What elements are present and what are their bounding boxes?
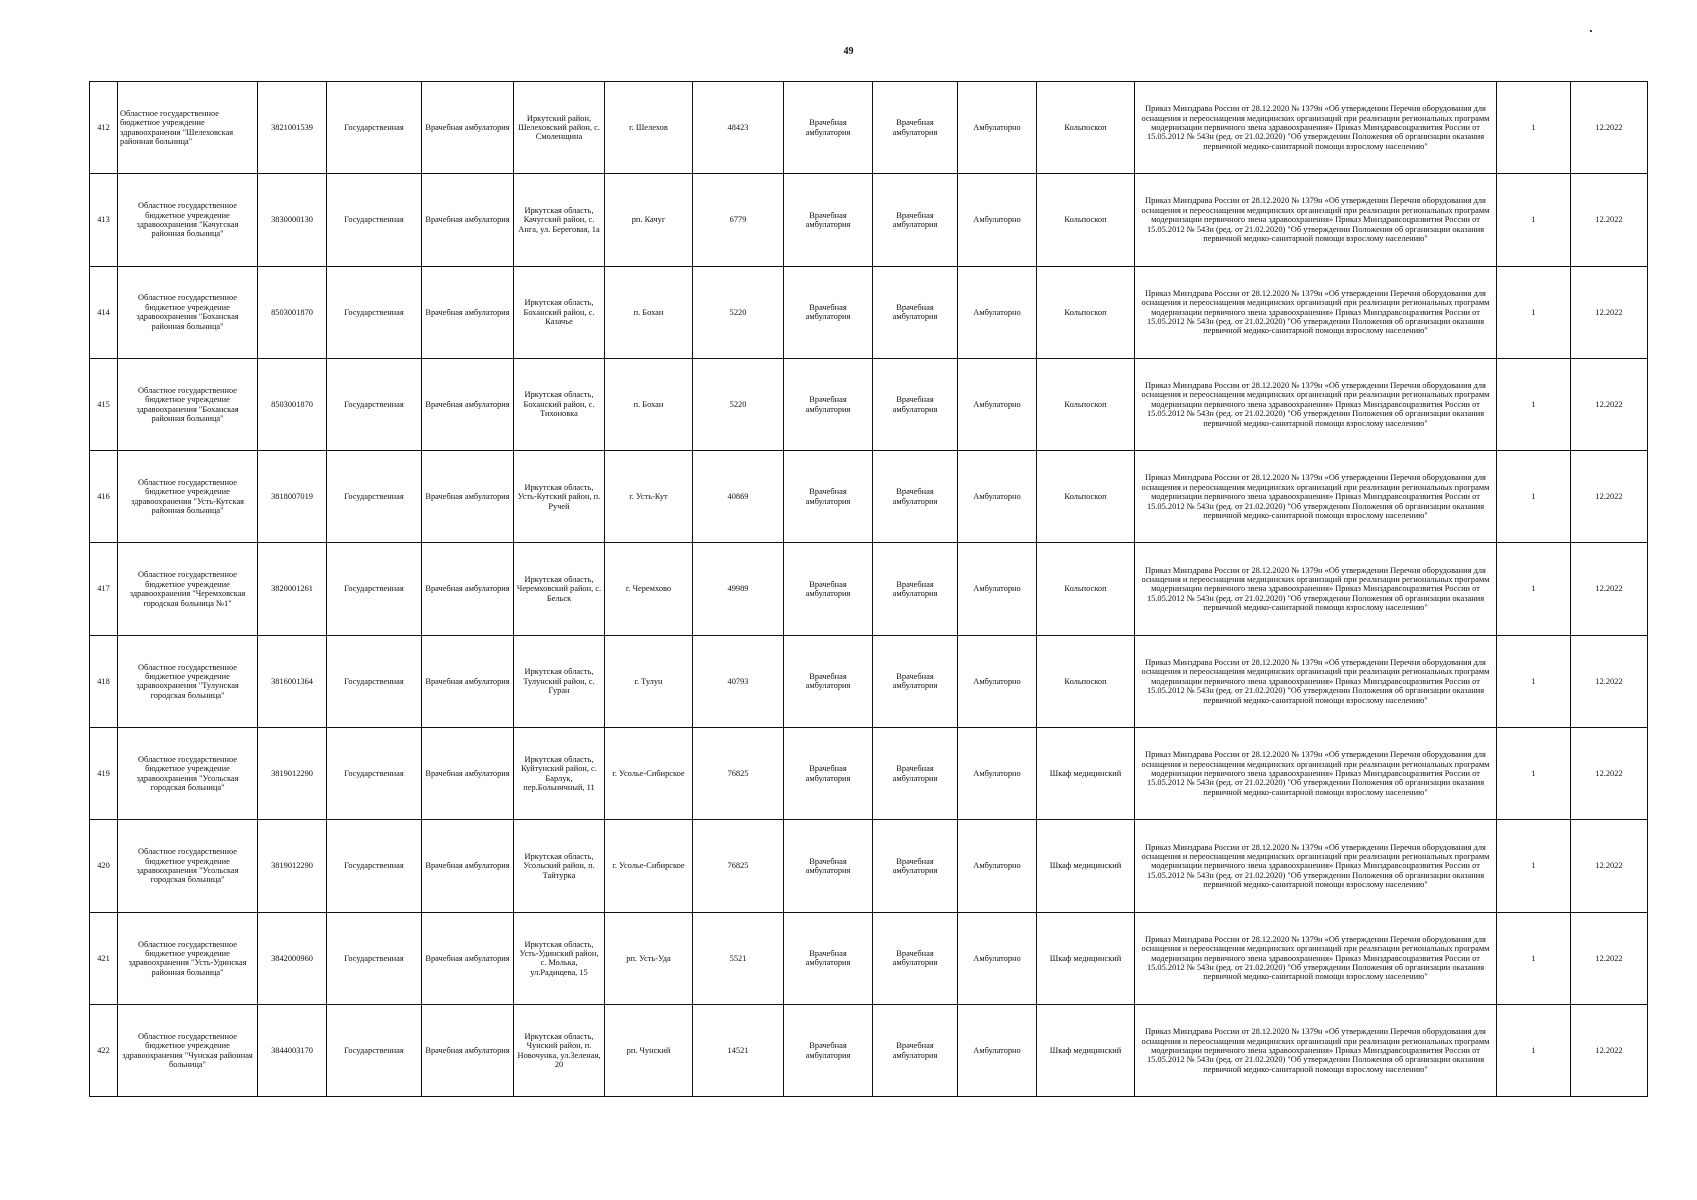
- locality-cell: г. Усть-Кут: [605, 451, 693, 543]
- care-conditions-cell: Амбулаторно: [958, 1004, 1037, 1096]
- department-cell: Врачебная амбулатория: [873, 912, 958, 1004]
- population-cell: 76825: [693, 820, 784, 912]
- regulatory-order-cell: Приказ Минздрава России от 28.12.2020 № 1379н «Об утверждении Перечня оборудования для оснащения и переоснащения медицинских организаций при реализации региональных программ модернизации первичного звена здравоохранения» Приказ Минздравсоцразвития России от 15.05.2012 № 543н (ред. от 21.02.2020) "Об утверждении Положения об организации оказания первичной медико-санитарной помощи взрослому населению": [1135, 543, 1497, 635]
- locality-cell: п. Бохан: [605, 358, 693, 450]
- table-row: [90, 635, 1648, 727]
- regulatory-order-cell: Приказ Минздрава России от 28.12.2020 № 1379н «Об утверждении Перечня оборудования для оснащения и переоснащения медицинских организаций при реализации региональных программ модернизации первичного звена здравоохранения» Приказ Минздравсоцразвития России от 15.05.2012 № 543н (ред. от 21.02.2020) "Об утверждении Положения об организации оказания первичной медико-санитарной помощи взрослому населению": [1135, 912, 1497, 1004]
- equipment-name-cell: Шкаф медицинский: [1037, 820, 1135, 912]
- row-number-cell: 418: [90, 635, 118, 727]
- equipment-name-cell: Шкаф медицинский: [1037, 728, 1135, 820]
- department-cell: Врачебная амбулатория: [873, 174, 958, 266]
- care-conditions-cell: Амбулаторно: [958, 543, 1037, 635]
- quantity-cell: 1: [1497, 820, 1571, 912]
- ownership-type-cell: Государственная: [327, 912, 422, 1004]
- table-row: [90, 358, 1648, 450]
- equipment-registry-table: [89, 81, 1648, 1097]
- quantity-cell: 1: [1497, 174, 1571, 266]
- ownership-type-cell: Государственная: [327, 1004, 422, 1096]
- delivery-date-cell: 12.2022: [1571, 728, 1648, 820]
- equipment-name-cell: Кольпоскоп: [1037, 451, 1135, 543]
- department-cell: Врачебная амбулатория: [873, 358, 958, 450]
- ownership-type-cell: Государственная: [327, 266, 422, 358]
- table-row: [90, 820, 1648, 912]
- organization-name-cell: Областное государственное бюджетное учреждение здравоохранения "Усольская городская больница": [118, 728, 258, 820]
- unit-type-cell: Врачебная амбулатория: [422, 174, 514, 266]
- locality-cell: г. Усолье-Сибирское: [605, 820, 693, 912]
- equipment-name-cell: Шкаф медицинский: [1037, 1004, 1135, 1096]
- care-conditions-cell: Амбулаторно: [958, 912, 1037, 1004]
- inn-code-cell: 3818007019: [258, 451, 327, 543]
- care-conditions-cell: Амбулаторно: [958, 728, 1037, 820]
- organization-name-cell: Областное государственное бюджетное учреждение здравоохранения "Шелеховская районная больница": [118, 82, 258, 174]
- table-body: [90, 82, 1648, 1097]
- regulatory-order-cell: Приказ Минздрава России от 28.12.2020 № 1379н «Об утверждении Перечня оборудования для оснащения и переоснащения медицинских организаций при реализации региональных программ модернизации первичного звена здравоохранения» Приказ Минздравсоцразвития России от 15.05.2012 № 543н (ред. от 21.02.2020) "Об утверждении Положения об организации оказания первичной медико-санитарной помощи взрослому населению": [1135, 174, 1497, 266]
- unit-address-cell: Иркутская область, Усольский район, п. Тайтурка: [514, 820, 605, 912]
- locality-cell: г. Черемхово: [605, 543, 693, 635]
- row-number-cell: 412: [90, 82, 118, 174]
- regulatory-order-cell: Приказ Минздрава России от 28.12.2020 № 1379н «Об утверждении Перечня оборудования для оснащения и переоснащения медицинских организаций при реализации региональных программ модернизации первичного звена здравоохранения» Приказ Минздравсоцразвития России от 15.05.2012 № 543н (ред. от 21.02.2020) "Об утверждении Положения об организации оказания первичной медико-санитарной помощи взрослому населению": [1135, 451, 1497, 543]
- department-cell: Врачебная амбулатория: [873, 1004, 958, 1096]
- organization-name-cell: Областное государственное бюджетное учреждение здравоохранения "Боханская районная больница": [118, 358, 258, 450]
- organization-name-cell: Областное государственное бюджетное учреждение здравоохранения "Боханская районная больница": [118, 266, 258, 358]
- department-cell: Врачебная амбулатория: [873, 820, 958, 912]
- delivery-date-cell: 12.2022: [1571, 1004, 1648, 1096]
- unit-address-cell: Иркутская область, Усть-Удинский район, с. Молька, ул.Радищева, 15: [514, 912, 605, 1004]
- delivery-date-cell: 12.2022: [1571, 358, 1648, 450]
- population-cell: 49989: [693, 543, 784, 635]
- organization-name-cell: Областное государственное бюджетное учреждение здравоохранения "Качугская районная больница": [118, 174, 258, 266]
- regulatory-order-cell: Приказ Минздрава России от 28.12.2020 № 1379н «Об утверждении Перечня оборудования для оснащения и переоснащения медицинских организаций при реализации региональных программ модернизации первичного звена здравоохранения» Приказ Минздравсоцразвития России от 15.05.2012 № 543н (ред. от 21.02.2020) "Об утверждении Положения об организации оказания первичной медико-санитарной помощи взрослому населению": [1135, 266, 1497, 358]
- inn-code-cell: 3830000130: [258, 174, 327, 266]
- locality-cell: г. Шелехов: [605, 82, 693, 174]
- care-conditions-cell: Амбулаторно: [958, 266, 1037, 358]
- regulatory-order-cell: Приказ Минздрава России от 28.12.2020 № 1379н «Об утверждении Перечня оборудования для оснащения и переоснащения медицинских организаций при реализации региональных программ модернизации первичного звена здравоохранения» Приказ Минздравсоцразвития России от 15.05.2012 № 543н (ред. от 21.02.2020) "Об утверждении Положения об организации оказания первичной медико-санитарной помощи взрослому населению": [1135, 1004, 1497, 1096]
- department-cell: Врачебная амбулатория: [873, 266, 958, 358]
- ownership-type-cell: Государственная: [327, 174, 422, 266]
- unit-type-cell: Врачебная амбулатория: [422, 266, 514, 358]
- unit-address-cell: Иркутская область, Усть-Кутский район, п. Ручей: [514, 451, 605, 543]
- regulatory-order-cell: Приказ Минздрава России от 28.12.2020 № 1379н «Об утверждении Перечня оборудования для оснащения и переоснащения медицинских организаций при реализации региональных программ модернизации первичного звена здравоохранения» Приказ Минздравсоцразвития России от 15.05.2012 № 543н (ред. от 21.02.2020) "Об утверждении Положения об организации оказания первичной медико-санитарной помощи взрослому населению": [1135, 635, 1497, 727]
- row-number-cell: 421: [90, 912, 118, 1004]
- unit-type-cell: Врачебная амбулатория: [422, 912, 514, 1004]
- unit-type-cell: Врачебная амбулатория: [422, 820, 514, 912]
- equipment-name-cell: Кольпоскоп: [1037, 543, 1135, 635]
- care-conditions-cell: Амбулаторно: [958, 358, 1037, 450]
- inn-code-cell: 8503001870: [258, 358, 327, 450]
- organization-name-cell: Областное государственное бюджетное учреждение здравоохранения "Усть-Удинская районная больница": [118, 912, 258, 1004]
- table-row: [90, 174, 1648, 266]
- delivery-date-cell: 12.2022: [1571, 635, 1648, 727]
- regulatory-order-cell: Приказ Минздрава России от 28.12.2020 № 1379н «Об утверждении Перечня оборудования для оснащения и переоснащения медицинских организаций при реализации региональных программ модернизации первичного звена здравоохранения» Приказ Минздравсоцразвития России от 15.05.2012 № 543н (ред. от 21.02.2020) "Об утверждении Положения об организации оказания первичной медико-санитарной помощи взрослому населению": [1135, 82, 1497, 174]
- inn-code-cell: 3842000960: [258, 912, 327, 1004]
- quantity-cell: 1: [1497, 451, 1571, 543]
- quantity-cell: 1: [1497, 266, 1571, 358]
- facility-type-cell: Врачебная амбулатория: [784, 174, 873, 266]
- quantity-cell: 1: [1497, 358, 1571, 450]
- table-row: [90, 912, 1648, 1004]
- locality-cell: рп. Чунский: [605, 1004, 693, 1096]
- population-cell: 40793: [693, 635, 784, 727]
- unit-type-cell: Врачебная амбулатория: [422, 82, 514, 174]
- locality-cell: рп. Качуг: [605, 174, 693, 266]
- ownership-type-cell: Государственная: [327, 82, 422, 174]
- care-conditions-cell: Амбулаторно: [958, 820, 1037, 912]
- unit-address-cell: Иркутская область, Чунский район, п. Новочунка, ул.Зеленая, 20: [514, 1004, 605, 1096]
- population-cell: 5220: [693, 358, 784, 450]
- organization-name-cell: Областное государственное бюджетное учреждение здравоохранения "Чунская районная больница": [118, 1004, 258, 1096]
- inn-code-cell: 3844003170: [258, 1004, 327, 1096]
- locality-cell: п. Бохан: [605, 266, 693, 358]
- unit-address-cell: Иркутская область, Боханский район, с. Тихоновка: [514, 358, 605, 450]
- locality-cell: г. Усолье-Сибирское: [605, 728, 693, 820]
- organization-name-cell: Областное государственное бюджетное учреждение здравоохранения "Тулунская городская больница": [118, 635, 258, 727]
- regulatory-order-cell: Приказ Минздрава России от 28.12.2020 № 1379н «Об утверждении Перечня оборудования для оснащения и переоснащения медицинских организаций при реализации региональных программ модернизации первичного звена здравоохранения» Приказ Минздравсоцразвития России от 15.05.2012 № 543н (ред. от 21.02.2020) "Об утверждении Положения об организации оказания первичной медико-санитарной помощи взрослому населению": [1135, 728, 1497, 820]
- table-row: [90, 266, 1648, 358]
- ownership-type-cell: Государственная: [327, 728, 422, 820]
- inn-code-cell: 3819012290: [258, 820, 327, 912]
- population-cell: 76825: [693, 728, 784, 820]
- equipment-name-cell: Кольпоскоп: [1037, 266, 1135, 358]
- delivery-date-cell: 12.2022: [1571, 451, 1648, 543]
- ownership-type-cell: Государственная: [327, 635, 422, 727]
- facility-type-cell: Врачебная амбулатория: [784, 635, 873, 727]
- quantity-cell: 1: [1497, 635, 1571, 727]
- quantity-cell: 1: [1497, 543, 1571, 635]
- delivery-date-cell: 12.2022: [1571, 543, 1648, 635]
- table-row: [90, 1004, 1648, 1096]
- inn-code-cell: 3820001261: [258, 543, 327, 635]
- delivery-date-cell: 12.2022: [1571, 912, 1648, 1004]
- facility-type-cell: Врачебная амбулатория: [784, 82, 873, 174]
- facility-type-cell: Врачебная амбулатория: [784, 1004, 873, 1096]
- row-number-cell: 414: [90, 266, 118, 358]
- quantity-cell: 1: [1497, 728, 1571, 820]
- equipment-name-cell: Кольпоскоп: [1037, 635, 1135, 727]
- unit-type-cell: Врачебная амбулатория: [422, 635, 514, 727]
- care-conditions-cell: Амбулаторно: [958, 174, 1037, 266]
- quantity-cell: 1: [1497, 82, 1571, 174]
- row-number-cell: 416: [90, 451, 118, 543]
- row-number-cell: 420: [90, 820, 118, 912]
- care-conditions-cell: Амбулаторно: [958, 82, 1037, 174]
- facility-type-cell: Врачебная амбулатория: [784, 358, 873, 450]
- ownership-type-cell: Государственная: [327, 820, 422, 912]
- unit-address-cell: Иркутская область, Черемховский район, с. Бельск: [514, 543, 605, 635]
- unit-type-cell: Врачебная амбулатория: [422, 451, 514, 543]
- equipment-name-cell: Шкаф медицинский: [1037, 912, 1135, 1004]
- table-row: [90, 451, 1648, 543]
- table-row: [90, 543, 1648, 635]
- care-conditions-cell: Амбулаторно: [958, 635, 1037, 727]
- quantity-cell: 1: [1497, 912, 1571, 1004]
- facility-type-cell: Врачебная амбулатория: [784, 543, 873, 635]
- row-number-cell: 417: [90, 543, 118, 635]
- organization-name-cell: Областное государственное бюджетное учреждение здравоохранения "Черемховская городская больница №1": [118, 543, 258, 635]
- unit-address-cell: Иркутский район, Шелеховский район, с. Смоленщина: [514, 82, 605, 174]
- ownership-type-cell: Государственная: [327, 543, 422, 635]
- facility-type-cell: Врачебная амбулатория: [784, 451, 873, 543]
- facility-type-cell: Врачебная амбулатория: [784, 728, 873, 820]
- population-cell: 48423: [693, 82, 784, 174]
- locality-cell: рп. Усть-Уда: [605, 912, 693, 1004]
- population-cell: 14521: [693, 1004, 784, 1096]
- table-row: [90, 82, 1648, 174]
- inn-code-cell: 3821001539: [258, 82, 327, 174]
- department-cell: Врачебная амбулатория: [873, 728, 958, 820]
- ownership-type-cell: Государственная: [327, 358, 422, 450]
- regulatory-order-cell: Приказ Минздрава России от 28.12.2020 № 1379н «Об утверждении Перечня оборудования для оснащения и переоснащения медицинских организаций при реализации региональных программ модернизации первичного звена здравоохранения» Приказ Минздравсоцразвития России от 15.05.2012 № 543н (ред. от 21.02.2020) "Об утверждении Положения об организации оказания первичной медико-санитарной помощи взрослому населению": [1135, 358, 1497, 450]
- unit-type-cell: Врачебная амбулатория: [422, 728, 514, 820]
- unit-type-cell: Врачебная амбулатория: [422, 358, 514, 450]
- unit-address-cell: Иркутская область, Качугский район, с. Анга, ул. Береговая, 1а: [514, 174, 605, 266]
- organization-name-cell: Областное государственное бюджетное учреждение здравоохранения "Усть-Кутская районная больница": [118, 451, 258, 543]
- equipment-name-cell: Кольпоскоп: [1037, 358, 1135, 450]
- department-cell: Врачебная амбулатория: [873, 451, 958, 543]
- locality-cell: г. Тулун: [605, 635, 693, 727]
- department-cell: Врачебная амбулатория: [873, 635, 958, 727]
- population-cell: 5220: [693, 266, 784, 358]
- facility-type-cell: Врачебная амбулатория: [784, 912, 873, 1004]
- population-cell: 6779: [693, 174, 784, 266]
- unit-type-cell: Врачебная амбулатория: [422, 1004, 514, 1096]
- organization-name-cell: Областное государственное бюджетное учреждение здравоохранения "Усольская городская больница": [118, 820, 258, 912]
- department-cell: Врачебная амбулатория: [873, 82, 958, 174]
- quantity-cell: 1: [1497, 1004, 1571, 1096]
- unit-type-cell: Врачебная амбулатория: [422, 543, 514, 635]
- delivery-date-cell: 12.2022: [1571, 82, 1648, 174]
- delivery-date-cell: 12.2022: [1571, 266, 1648, 358]
- inn-code-cell: 8503001870: [258, 266, 327, 358]
- unit-address-cell: Иркутская область, Куйтунский район, с. Барлук, пер.Больничный, 11: [514, 728, 605, 820]
- delivery-date-cell: 12.2022: [1571, 820, 1648, 912]
- population-cell: 40869: [693, 451, 784, 543]
- page-number: 49: [843, 46, 854, 57]
- equipment-name-cell: Кольпоскоп: [1037, 174, 1135, 266]
- inn-code-cell: 3819012290: [258, 728, 327, 820]
- scan-artifact: [1590, 30, 1592, 32]
- ownership-type-cell: Государственная: [327, 451, 422, 543]
- equipment-name-cell: Кольпоскоп: [1037, 82, 1135, 174]
- unit-address-cell: Иркутская область, Боханский район, с. Казачье: [514, 266, 605, 358]
- row-number-cell: 413: [90, 174, 118, 266]
- row-number-cell: 415: [90, 358, 118, 450]
- facility-type-cell: Врачебная амбулатория: [784, 820, 873, 912]
- delivery-date-cell: 12.2022: [1571, 174, 1648, 266]
- facility-type-cell: Врачебная амбулатория: [784, 266, 873, 358]
- population-cell: 5521: [693, 912, 784, 1004]
- regulatory-order-cell: Приказ Минздрава России от 28.12.2020 № 1379н «Об утверждении Перечня оборудования для оснащения и переоснащения медицинских организаций при реализации региональных программ модернизации первичного звена здравоохранения» Приказ Минздравсоцразвития России от 15.05.2012 № 543н (ред. от 21.02.2020) "Об утверждении Положения об организации оказания первичной медико-санитарной помощи взрослому населению": [1135, 820, 1497, 912]
- care-conditions-cell: Амбулаторно: [958, 451, 1037, 543]
- inn-code-cell: 3816001364: [258, 635, 327, 727]
- unit-address-cell: Иркутская область, Тулунский район, с. Гуран: [514, 635, 605, 727]
- department-cell: Врачебная амбулатория: [873, 543, 958, 635]
- table-row: [90, 728, 1648, 820]
- row-number-cell: 422: [90, 1004, 118, 1096]
- row-number-cell: 419: [90, 728, 118, 820]
